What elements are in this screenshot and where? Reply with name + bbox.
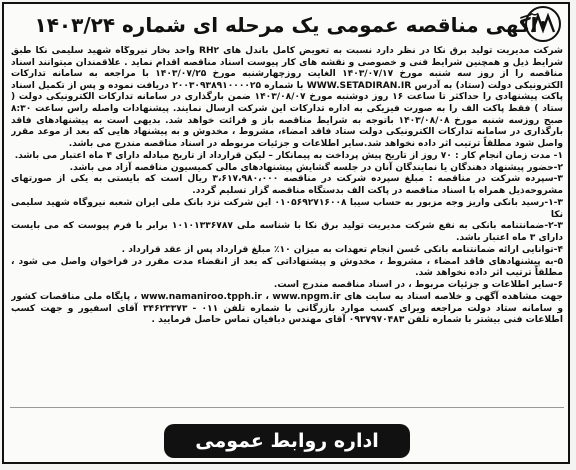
divider [10,407,564,409]
list-item: ۱- مدت زمان انجام کار : ۷۰ روز از تاریخ پیش پرداخت به پیمانکار – لیکن قرارداد از تاریخ مبادله دارای ۴ ماه اعتبار می باشد. [14,150,563,161]
list-item: ۳-سپرده شرکت در مناقصه : مبلغ سپرده شرکت در مناقصه ۳،۶۱۷،۹۸۰،۰۰۰ ریال است که بایستی به یکی از صورتهای مشروحه‌ذیل همراه با اسناد مناقصه در پاکت الف بدستگاه مناقصه گزار تسلیم گردد. [11,174,563,197]
list-item: ۵-به پیشنهادهای فاقد امضاء ، مشروط ، مخدوش و پیشنهاداتی که بعد از انقضاء مدت مقرر در فراخوان واصل می شود ، مطلقاً ترتیب اثر داده نخواهد شد. [11,256,563,279]
footer-badge: اداره روابط عمومی [164,424,410,458]
intro-paragraph: شرکت مدیریت تولید برق نکا در نظر دارد نسبت به تعویض کامل باندل های RH۲ واحد بخار نیروگاه شهید سلیمی نکا طبق شرایط ذیل و همچنین شرایط فنی و خصوصی و نقشه های کار پیوست اسناد مناقصه اقدام نماید . علاقمندان میتوانند اسناد مناقصه را از روز سه شنبه مورخ ۱۴۰۳/۰۷/۱۷ الغایت روزچهارشنبه مورخ ۱۴۰۳/۰۷/۲۵ با مراجعه به سامانه تدارکات الکترونیکی دولت (ستاد) به آدرس WWW.SETADIRAN.IR با شماره ۲۰۰۳۰۹۳۸۹۱۰۰۰۰۲۵ دریافت نموده و پس از تکمیل اسناد پاکت پیشنهادی را حداکثر تا ساعت ۱۶ روز دوشنبه مورخ ۱۴۰۳/۰۸/۰۷ ضمن بارگذاری در سامانه تدارکات الکترونیکی دولت ( ستاد ) فقط پاکت الف را به صورت فیزیکی به اداره تدارکات این شرکت ارسال نمایند. پیشنهادات واصله راس ساعت ۸:۳۰ صبح روزسه شنبه مورخ ۱۴۰۳/۰۸/۰۸ باتوجه به شرایط مناقصه باز و قرائت خواهد شد. بدیهی است به پیشنهادهای فاقد بارگذاری در سامانه تدارکات الکترونیکی دولت ستاد فاقد امضاء، مشروط ، مخدوش و به پیشنهاد هایی که بعد از موعد مقرر واصل شود مطلقاً ترتیب اثر داده نخواهد شد.سایر اطلاعات و جزئیات مربوطه در اسناد مناقصه مندرج می باشد. [11,46,563,149]
announcement-body [11,46,563,402]
list-item: ۴-توانایی ارائه ضمانتنامه بانکی حُسن انجام تعهدات به میزان ۱۰٪ مبلغ قرارداد پس از عقد قرارداد . [121,244,563,255]
advertisement-page [2,2,570,464]
list-item: ۶-سایر اطلاعات و جزئیات مربوط ، در اسناد مناقصه مندرج است. [273,280,563,291]
list-item: ۲-حضور پیشنهاد دهندگان یا نمایندگان آنان در جلسه گشایش پیشنهادهای مالی کمیسیون مناقصه آزاد می باشد. [69,162,563,173]
list-item: ۱-۳-رسید بانکی واریز وجه مزبور به حساب سیبا ۰۱۰۵۶۹۲۷۱۶۰۰۸ این شرکت نزد بانک ملی ایران شعبه نیروگاه شهید سلیمی نکا [11,197,563,220]
contact-paragraph: جهت مشاهده آگهی و خلاصه اسناد به سایت های www.namaniroo.tpph.ir ، www.npgm.ir ، پایگاه ملی مناقصات کشور و سامانه ستاد دولت مراجعه ویرای کسب موارد بازرگانی با شماره تلفن ۰۱۱ - ۳۴۶۲۳۳۷۳ آقای اسفیور و جهت کسب اطلاعات فنی بیشتر با شماره تلفن ۰۹۳۷۹۷۰۴۸۳ آقای مهندس دبافیان تماس حاصل فرمایید . [11,292,563,326]
header [10,8,562,42]
page-title: آگهی مناقصه عمومی یک مرحله ای شماره ۱۴۰۳/۲۴ [34,13,538,37]
list-item: ۲-۳-ضمانتنامه بانکی به نفع شرکت مدیریت تولید برق نکا با شناسه ملی ۱۰۱۰۱۳۳۶۷۸۷ برابر با فرم پیوست که می بایست دارای ۳ ماه اعتبار باشد. [11,221,563,243]
company-logo-icon [520,4,566,44]
